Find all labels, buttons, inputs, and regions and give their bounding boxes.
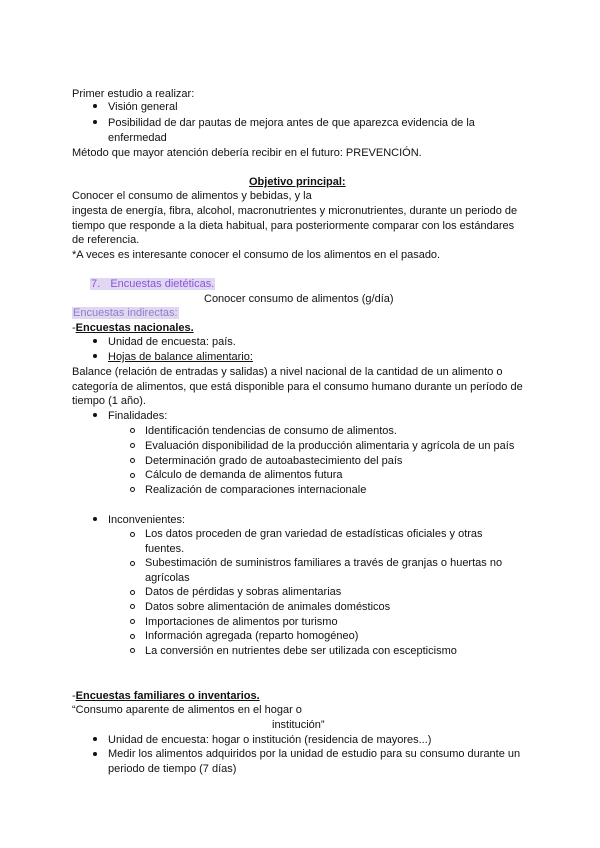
circle-bullet-icon — [130, 473, 135, 478]
list-item: Datos sobre alimentación de animales domésticos — [145, 601, 391, 613]
list-item: Unidad de encuesta: hogar o institución (residencia de mayores...) — [108, 734, 432, 746]
list-item: Información agregada (reparto homogéneo) — [145, 630, 359, 642]
bullet-icon — [93, 517, 97, 521]
circle-bullet-icon — [130, 487, 135, 492]
bullet-icon — [93, 120, 97, 124]
heading-dash: - — [72, 322, 76, 334]
circle-bullet-icon — [130, 634, 135, 639]
list-item: Realización de comparaciones internacionale — [145, 484, 367, 496]
list-item: La conversión en nutrientes debe ser utilizada con escepticismo — [145, 645, 457, 657]
circle-bullet-icon — [130, 561, 135, 566]
nacionales-heading — [72, 321, 194, 335]
list-item: Determinación grado de autoabastecimiento del país — [145, 455, 403, 467]
objective-line: de referencia. — [72, 234, 140, 246]
list-item: enfermedad — [108, 132, 167, 144]
paragraph-line: categoría de alimentos, que está disponible para el consumo humano durante un período de — [72, 381, 523, 393]
list-item: Cálculo de demanda de alimentos futura — [145, 469, 343, 481]
objective-title: Objetivo principal: — [249, 176, 346, 188]
section-title: Encuestas dietéticas. — [110, 278, 215, 290]
circle-bullet-icon — [130, 590, 135, 595]
intro-line: Primer estudio a realizar: — [72, 88, 195, 100]
bullet-icon — [93, 752, 97, 756]
nacionales-title: Encuestas nacionales. — [75, 322, 194, 334]
inconvenientes-label: Inconvenientes: — [108, 514, 186, 526]
list-item: Los datos proceden de gran variedad de estadísticas oficiales y otras — [145, 528, 483, 540]
quote-line: “Consumo aparente de alimentos en el hogar o — [72, 704, 302, 716]
section-number: 7. — [91, 278, 101, 290]
paragraph-line: tiempo (1 año). — [72, 395, 146, 407]
circle-bullet-icon — [130, 458, 135, 463]
familiares-heading — [72, 689, 260, 703]
list-item: Medir los alimentos adquiridos por la unidad de estudio para su consumo durante un — [108, 748, 521, 760]
finalidades-label: Finalidades: — [108, 410, 168, 422]
objective-line: tiempo que responde a la dieta habitual, para posteriormente comparar con los estándares — [72, 220, 515, 232]
bullet-icon — [93, 737, 97, 741]
circle-bullet-icon — [130, 619, 135, 624]
method-line: Método que mayor atención debería recibir en el futuro: PREVENCIÓN. — [72, 147, 422, 159]
list-item: Posibilidad de dar pautas de mejora antes de que aparezca evidencia de la — [108, 117, 475, 129]
circle-bullet-icon — [130, 604, 135, 609]
list-item: Evaluación disponibilidad de la producción alimentaria y agrícola de un país — [145, 440, 515, 452]
heading-dash: - — [72, 690, 76, 702]
list-item: Visión general — [108, 101, 178, 113]
list-item: fuentes. — [145, 543, 185, 555]
objective-line: Conocer el consumo de alimentos y bebidas, y la — [72, 190, 312, 202]
list-item: Importaciones de alimentos por turismo — [145, 616, 338, 628]
bullet-icon — [93, 354, 97, 358]
paragraph-line: Balance (relación de entradas y salidas) a nivel nacional de la cantidad de un alimento o — [72, 366, 503, 378]
circle-bullet-icon — [130, 443, 135, 448]
list-item: Unidad de encuesta: país. — [108, 336, 236, 348]
list-item: Identificación tendencias de consumo de alimentos. — [145, 425, 397, 437]
familiares-title: Encuestas familiares o inventarios. — [75, 690, 260, 702]
circle-bullet-icon — [130, 532, 135, 537]
bullet-icon — [93, 413, 97, 417]
section-subtitle: Conocer consumo de alimentos (g/día) — [204, 293, 394, 305]
indirect-label — [72, 306, 179, 320]
objective-line: ingesta de energía, fibra, alcohol, macronutrientes y micronutrientes, durante un periodo de — [72, 205, 518, 217]
list-item: Subestimación de suministros familiares a través de granjas o huertas no — [145, 557, 503, 569]
bullet-icon — [93, 339, 97, 343]
section-heading — [90, 277, 215, 291]
circle-bullet-icon — [130, 428, 135, 433]
indirect-text: Encuestas indirectas: — [73, 307, 178, 319]
objective-note: *A veces es interesante conocer el consumo de los alimentos en el pasado. — [72, 249, 441, 261]
list-item: periodo de tiempo (7 días) — [108, 763, 237, 775]
circle-bullet-icon — [130, 648, 135, 653]
list-item: Hojas de balance alimentario: — [108, 351, 253, 363]
quote-line: institución” — [272, 719, 325, 731]
list-item: Datos de pérdidas y sobras alimentarias — [145, 586, 342, 598]
list-item: agrícolas — [145, 572, 190, 584]
bullet-icon — [93, 104, 97, 108]
